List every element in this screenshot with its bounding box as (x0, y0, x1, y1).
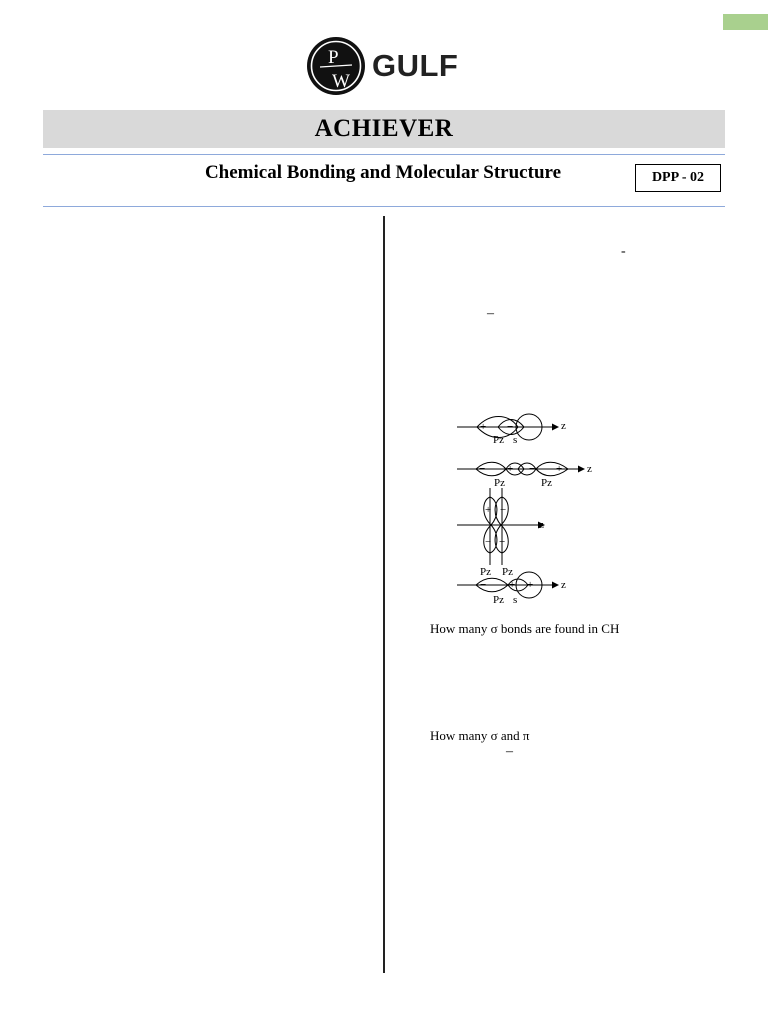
svg-text:W: W (332, 71, 350, 92)
sign-label: − (529, 463, 536, 475)
sign-label: − (479, 463, 486, 475)
corner-tab (723, 14, 768, 30)
sign-label: − (500, 504, 507, 516)
sign-label: + (480, 421, 487, 433)
subject-title: Chemical Bonding and Molecular Structure (204, 162, 562, 183)
axis-label: z (539, 519, 544, 531)
orbital-overlap-diagrams (440, 405, 620, 610)
stray-mark: – (487, 306, 494, 321)
sign-label: − (485, 536, 492, 548)
sign-label: + (509, 579, 516, 591)
brand-name: GULF (372, 48, 459, 83)
orbital-label: Pz (494, 477, 505, 489)
question-sigma-bonds: How many σ bonds are found in CH (430, 621, 620, 636)
stray-mark: - (621, 244, 626, 259)
sign-label: + (556, 463, 563, 475)
orbital-label: s (513, 434, 518, 446)
stray-mark: – (506, 744, 513, 759)
dpp-badge (635, 164, 721, 192)
dpp-label: DPP - 02 (651, 170, 705, 185)
title-banner (43, 110, 725, 148)
svg-text:P: P (328, 47, 339, 68)
sign-label: − (507, 421, 514, 433)
axis-label: z (561, 579, 566, 591)
sign-label: + (507, 463, 514, 475)
orbital-label: Pz (493, 594, 504, 606)
column-divider (383, 216, 385, 973)
sign-label: + (499, 536, 506, 548)
sign-label: + (485, 504, 492, 516)
axis-label: z (561, 420, 566, 432)
header-rule-top (43, 154, 725, 155)
pw-gulf-logo (306, 36, 466, 100)
question-sigma-pi-bonds: How many σ and π (430, 728, 530, 743)
orbital-label: Pz (493, 434, 504, 446)
sign-label: − (480, 579, 487, 591)
orbital-label: Pz (502, 566, 513, 578)
axis-label: z (587, 463, 592, 475)
orbital-label: Pz (541, 477, 552, 489)
orbital-label: s (513, 594, 518, 606)
banner-title: ACHIEVER (314, 115, 454, 142)
sign-label: + (527, 579, 534, 591)
pw-logo-seal (306, 36, 366, 96)
header-rule-bottom (43, 206, 725, 207)
orbital-label: Pz (480, 566, 491, 578)
